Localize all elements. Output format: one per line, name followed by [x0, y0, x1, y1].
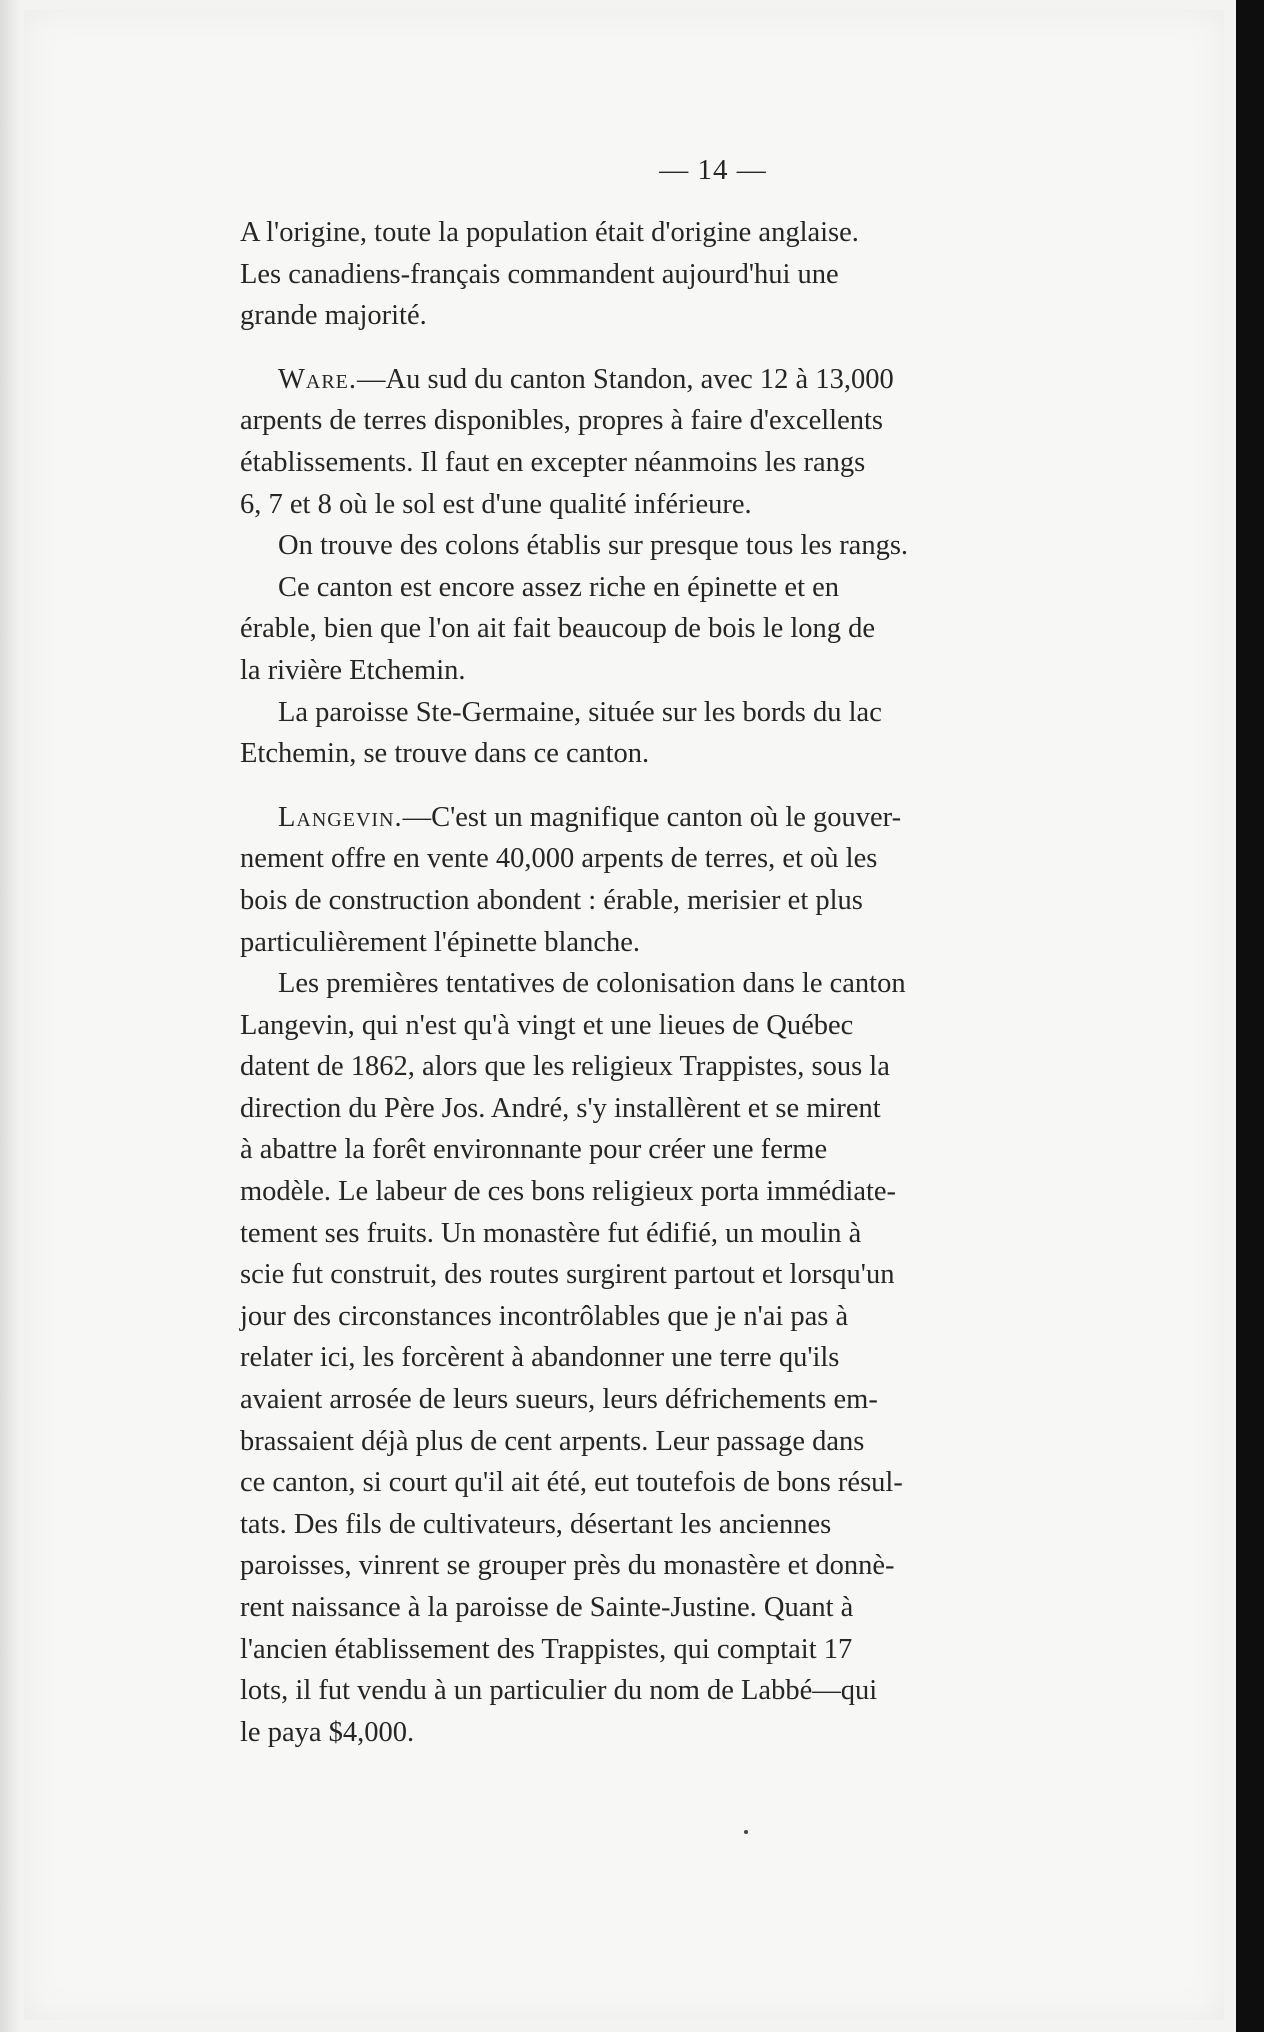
- canton-heading-langevin: Langevin.: [278, 801, 403, 833]
- text-line: lots, il fut vendu à un particulier du nom de Labbé—qui: [240, 1675, 878, 1707]
- text-line: rent naissance à la paroisse de Sainte-Justine. Quant à: [240, 1592, 854, 1623]
- text-line: La paroisse Ste-Germaine, située sur les bords du lac: [278, 696, 882, 728]
- text-line: nement offre en vente 40,000 arpents de terres, et où les: [240, 843, 878, 875]
- text-line: tats. Des fils de cultivateurs, désertant les anciennes: [240, 1508, 832, 1540]
- text-line: érable, bien que l'on ait fait beaucoup de bois le long de: [240, 613, 876, 645]
- text-line: 6, 7 et 8 où le sol est d'une qualité inférieure.: [240, 488, 752, 520]
- text-line: modèle. Le labeur de ces bons religieux porta immédiate-: [240, 1176, 897, 1208]
- text-line: arpents de terres disponibles, propres à faire d'excellents: [240, 405, 883, 437]
- paragraph-epinette: [240, 567, 1146, 692]
- paragraph-ware: [240, 359, 1146, 525]
- text-line: direction du Père Jos. André, s'y installèrent et se mirent: [240, 1092, 881, 1124]
- text-line: paroisses, vinrent se grouper près du monastère et donnè-: [240, 1550, 895, 1582]
- ink-speck: [744, 1830, 748, 1834]
- text-line: Etchemin, se trouve dans ce canton.: [240, 738, 650, 770]
- text-line: jour des circonstances incontrôlables que je n'ai pas à: [240, 1300, 849, 1332]
- text-line: datent de 1862, alors que les religieux Trappistes, sous la: [240, 1051, 890, 1083]
- page-body: [240, 150, 1146, 1753]
- text-line: Langevin, qui n'est qu'à vingt et une lieues de Québec: [240, 1009, 854, 1041]
- text-line: —Au sud du canton Standon, avec 12 à 13,000: [357, 363, 894, 395]
- paragraph-colons: [240, 525, 1146, 567]
- page-number: — 14 —: [659, 154, 767, 186]
- text-line: la rivière Etchemin.: [240, 654, 466, 686]
- text-line: Les canadiens-français commandent aujourd'hui une: [240, 258, 839, 290]
- text-line: ce canton, si court qu'il ait été, eut toutefois de bons résul-: [240, 1467, 903, 1499]
- canton-heading-ware: Ware.: [278, 363, 358, 395]
- page-left-margin: [0, 0, 20, 2032]
- text-line: le paya $4,000.: [240, 1716, 415, 1748]
- text-line: scie fut construit, des routes surgirent partout et lorsqu'un: [240, 1259, 895, 1291]
- text-line: relater ici, les forcèrent à abandonner une terre qu'ils: [240, 1342, 840, 1374]
- text-line: avaient arrosée de leurs sueurs, leurs défrichements em-: [240, 1384, 878, 1416]
- text-line: l'ancien établissement des Trappistes, qui comptait 17: [240, 1633, 853, 1665]
- paragraph-origine: [240, 212, 1146, 337]
- scan-border: [1236, 0, 1264, 2032]
- text-line: Les premières tentatives de colonisation dans le canton: [278, 968, 906, 1000]
- paragraph-ste-germaine: [240, 692, 1146, 775]
- text-line: à abattre la forêt environnante pour créer une ferme: [240, 1134, 828, 1166]
- text-line: brassaient déjà plus de cent arpents. Leur passage dans: [240, 1425, 865, 1457]
- text-line: grande majorité.: [240, 300, 427, 332]
- text-line: tement ses fruits. Un monastère fut édifié, un moulin à: [240, 1217, 862, 1249]
- paragraph-trappistes: [240, 963, 1146, 1753]
- text-line: On trouve des colons établis sur presque tous les rangs.: [278, 530, 909, 562]
- text-line: établissements. Il faut en excepter néanmoins les rangs: [240, 446, 866, 478]
- text-line: A l'origine, toute la population était d'origine anglaise.: [240, 217, 859, 248]
- text-line: —C'est un magnifique canton où le gouver-: [402, 801, 902, 833]
- text-line: particulièrement l'épinette blanche.: [240, 926, 640, 958]
- paragraph-langevin: [240, 797, 1146, 963]
- text-line: Ce canton est encore assez riche en épinette et en: [278, 571, 840, 603]
- text-line: bois de construction abondent : érable, merisier et plus: [240, 884, 863, 916]
